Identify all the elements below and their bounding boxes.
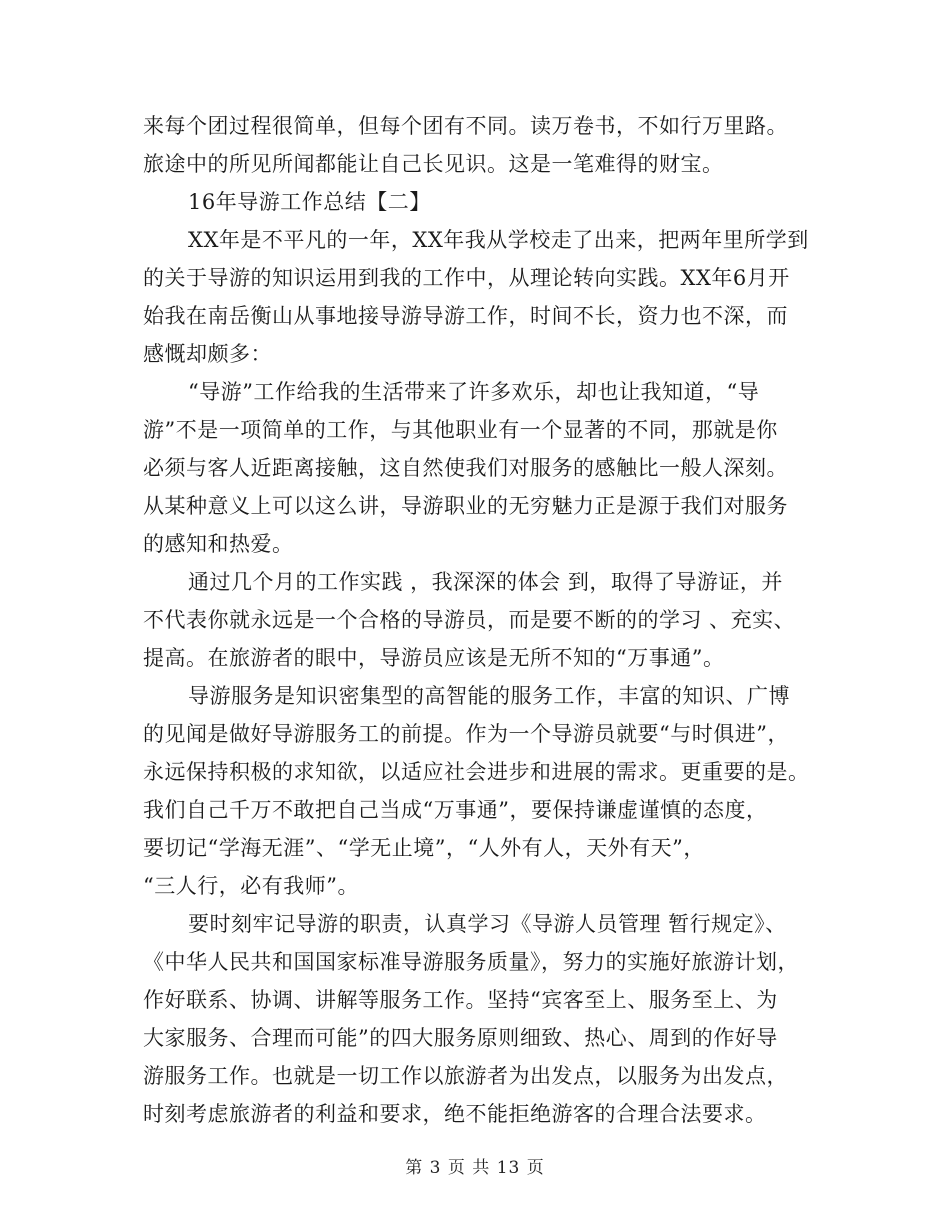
body-text-line: 旅途中的所见所闻都能让自己长见识。这是一笔难得的财宝。 [143,152,724,176]
body-text-line: 《中华人民共和国国家标准导游服务质量》，努力的实施好旅游计划， [143,950,799,974]
body-text-line: 时刻考虑旅游者的利益和要求，绝不能拒绝游客的合理合法要求。 [143,1102,767,1126]
body-text-line: 必须与客人近距离接触，这自然使我们对服务的感触比一般人深刻。 [143,456,788,480]
body-text-line: 游服务工作。也就是一切工作以旅游者为出发点，以服务为出发点， [143,1064,788,1088]
paragraph-first-line: 导游服务是知识密集型的高智能的服务工作，丰富的知识、广博 [188,684,790,708]
paragraph-first-line: XX年是不平凡的一年，XX年我从学校走了出来，把两年里所学到 [188,228,809,252]
body-text-line: 始我在南岳衡山从事地接导游导游工作，时间不长，资力也不深，而 [143,304,788,328]
body-text-line: “三人行，必有我师”。 [143,874,359,898]
body-text-line: 感慨却颇多： [143,342,272,366]
section-heading: 16年导游工作总结【二】 [188,190,431,214]
paragraph-first-line: 通过几个月的工作实践 ，我深深的体会 到，取得了导游证，并 [188,570,783,594]
body-text-line: 的关于导游的知识运用到我的工作中，从理论转向实践。XX年6月开 [143,266,790,290]
paragraph-first-line: 要时刻牢记导游的职责，认真学习《导游人员管理 暂行规定》、 [188,912,787,936]
body-text-line: 来每个团过程很简单，但每个团有不同。读万卷书，不如行万里路。 [143,114,788,138]
body-text-line: 作好联系、协调、讲解等服务工作。坚持“宾客至上、服务至上、为 [143,988,778,1012]
body-text-line: 要切记“学海无涯”、“学无止境”，“人外有人，天外有天”， [143,836,705,860]
body-text-line: 永远保持积极的求知欲，以适应社会进步和进展的需求。更重要的是。 [143,760,810,784]
page-number-footer: 第 3 页 共 13 页 [405,1158,545,1178]
body-text-line: 的见闻是做好导游服务工的前提。作为一个导游员就要“与时俱进”， [143,722,789,746]
paragraph-first-line: “导游”工作给我的生活带来了许多欢乐，却也让我知道，“导 [188,380,760,404]
body-text-line: 不代表你就永远是一个合格的导游员，而是要不断的的学习 、充实、 [143,608,796,632]
body-text-line: 提高。在旅游者的眼中，导游员应该是无所不知的“万事通”。 [143,646,725,670]
body-text-line: 游”不是一项简单的工作，与其他职业有一个显著的不同，那就是你 [143,418,778,442]
body-text-line: 的感知和热爱。 [143,532,294,556]
body-text-line: 从某种意义上可以这么讲，导游职业的无穷魅力正是源于我们对服务 [143,494,788,518]
body-text-line: 我们自己千万不敢把自己当成“万事通”，要保持谦虚谨慎的态度， [143,798,768,822]
body-text-line: 大家服务、合理而可能”的四大服务原则细致、热心、周到的作好导 [143,1026,778,1050]
